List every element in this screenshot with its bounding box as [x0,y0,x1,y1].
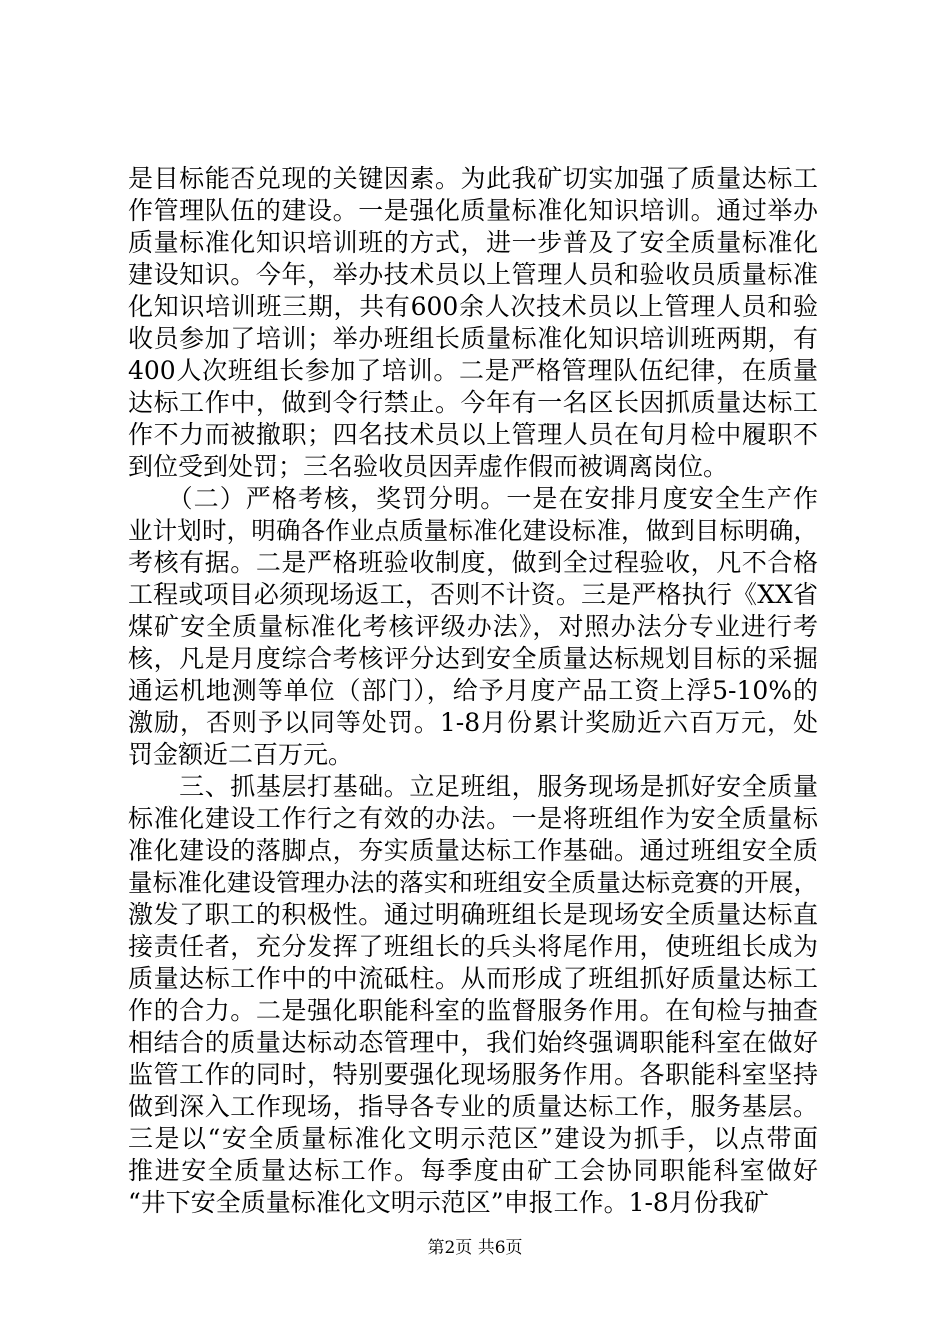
text-line: 作的合力。二是强化职能科室的监督服务作用。在旬检与抽查 [128,996,818,1025]
text-line: 建设知识。今年，举办技术员以上管理人员和验收员质量标准 [128,260,818,289]
document-body [128,163,818,1219]
text-line: 考核有据。二是严格班验收制度，做到全过程验收，凡不合格 [128,548,818,577]
text-line: 做到深入工作现场，指导各专业的质量达标工作，服务基层。 [128,1092,818,1121]
text-line: 工程或项目必须现场返工，否则不计资。三是严格执行《XX省 [128,580,818,609]
text-line: 到位受到处罚；三名验收员因弄虚作假而被调离岗位。 [128,452,729,481]
text-line: 通运机地测等单位（部门），给予月度产品工资上浮5-10%的 [128,676,818,705]
text-line: 相结合的质量达标动态管理中，我们始终强调职能科室在做好 [128,1028,818,1057]
text-line: 罚金额近二百万元。 [128,740,354,769]
text-line: 监管工作的同时，特别要强化现场服务作用。各职能科室坚持 [128,1060,818,1089]
text-line: 激励，否则予以同等处罚。1-8月份累计奖励近六百万元，处 [128,708,818,737]
text-line: 业计划时，明确各作业点质量标准化建设标准，做到目标明确， [128,516,818,545]
text-line: 400人次班组长参加了培训。二是严格管理队伍纪律，在质量 [128,356,818,385]
page-number-footer: 第2页 共6页 [427,1238,523,1258]
text-line: 接责任者，充分发挥了班组长的兵头将尾作用，使班组长成为 [128,932,818,961]
text-line: 量标准化建设管理办法的落实和班组安全质量达标竞赛的开展， [128,868,818,897]
text-line: （二）严格考核，奖罚分明。一是在安排月度安全生产作 [128,484,818,513]
text-line: 作不力而被撤职；四名技术员以上管理人员在旬月检中履职不 [128,420,818,449]
text-line: 质量达标工作中的中流砥柱。从而形成了班组抓好质量达标工 [128,964,818,993]
text-line: 三、抓基层打基础。立足班组，服务现场是抓好安全质量 [128,772,818,801]
text-line: 作管理队伍的建设。一是强化质量标准化知识培训。通过举办 [128,196,818,225]
text-line: 收员参加了培训；举办班组长质量标准化知识培训班两期，有 [128,324,818,353]
text-line: 是目标能否兑现的关键因素。为此我矿切实加强了质量达标工 [128,164,818,193]
text-line: “井下安全质量标准化文明示范区”申报工作。1-8月份我矿 [128,1188,769,1217]
text-line: 质量标准化知识培训班的方式，进一步普及了安全质量标准化 [128,228,818,257]
text-line: 准化建设的落脚点，夯实质量达标工作基础。通过班组安全质 [128,836,818,865]
text-line: 化知识培训班三期，共有600余人次技术员以上管理人员和验 [128,292,818,321]
text-line: 达标工作中，做到令行禁止。今年有一名区长因抓质量达标工 [128,388,818,417]
text-line: 标准化建设工作行之有效的办法。一是将班组作为安全质量标 [128,804,818,833]
text-line: 煤矿安全质量标准化考核评级办法》，对照办法分专业进行考 [128,612,818,641]
text-line: 核，凡是月度综合考核评分达到安全质量达标规划目标的采掘 [128,644,818,673]
text-line: 三是以“安全质量标准化文明示范区”建设为抓手，以点带面 [128,1124,818,1153]
text-line: 激发了职工的积极性。通过明确班组长是现场安全质量达标直 [128,900,818,929]
text-line: 推进安全质量达标工作。每季度由矿工会协同职能科室做好 [128,1156,818,1185]
